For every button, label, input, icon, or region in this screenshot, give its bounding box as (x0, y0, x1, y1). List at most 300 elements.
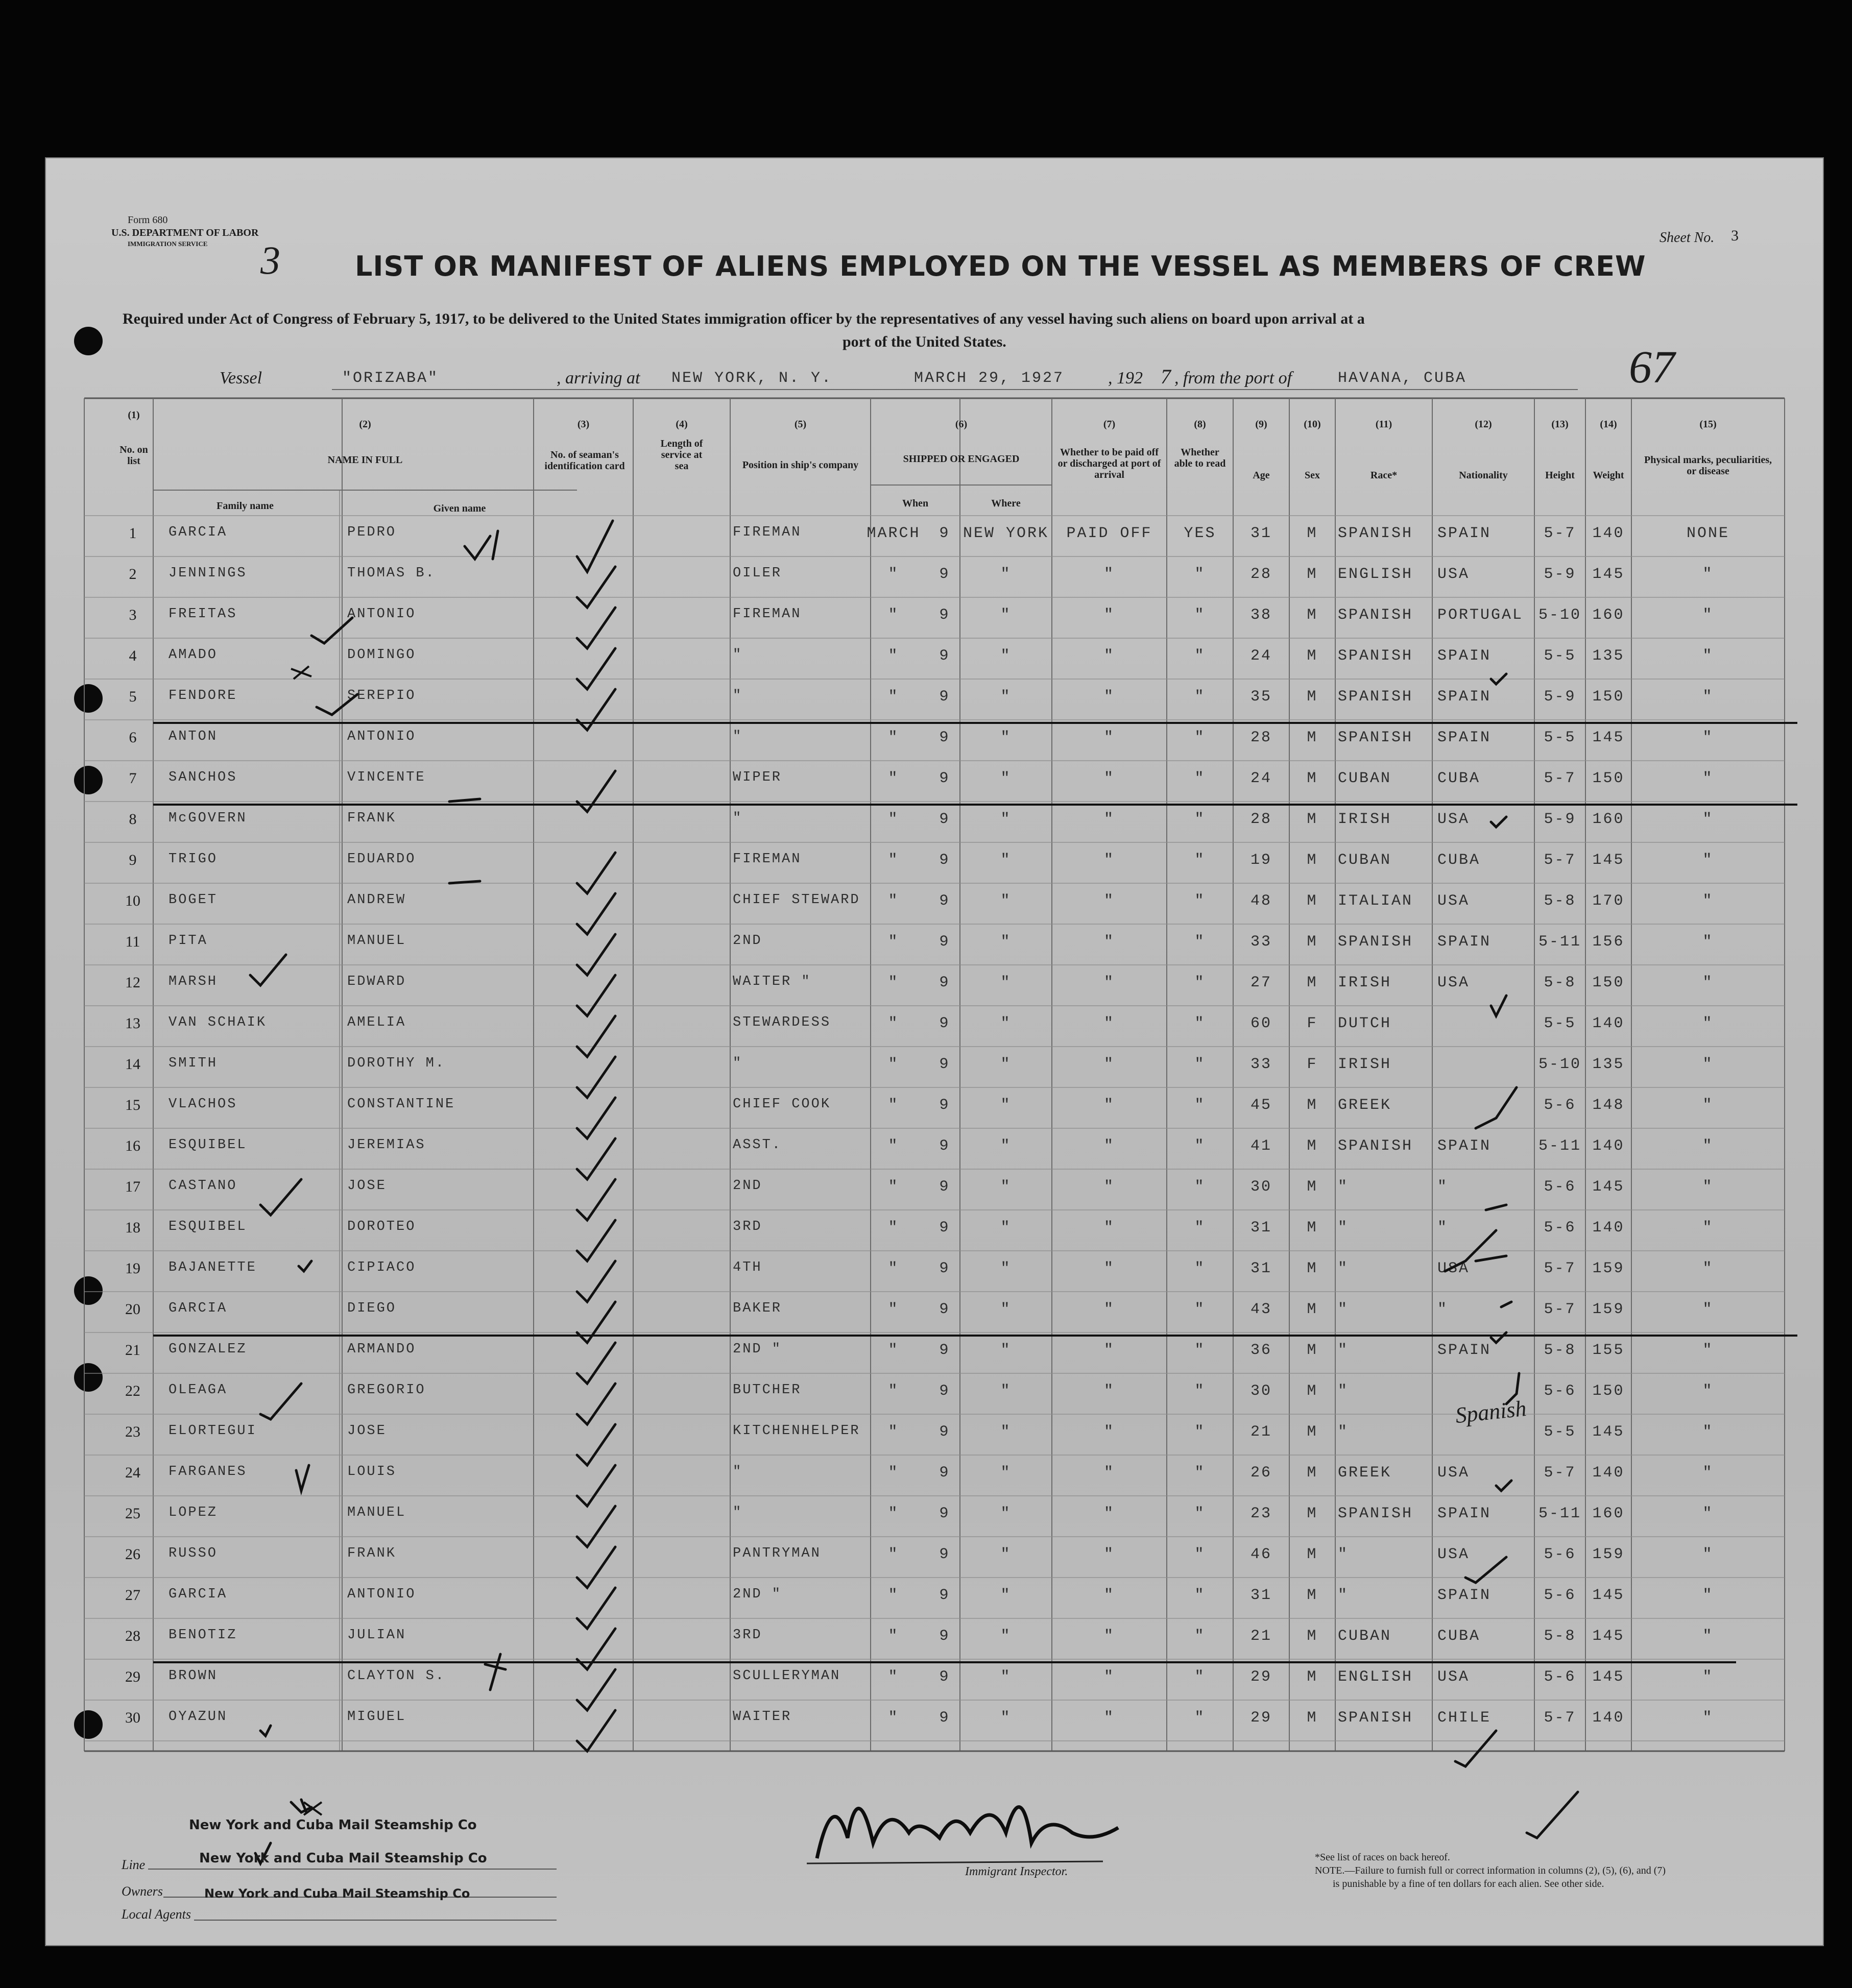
cell-weight: 170 (1592, 892, 1625, 910)
cell-read: " (1194, 1383, 1206, 1400)
owners-label: Owners (122, 1884, 163, 1899)
cell-position: " (733, 1056, 743, 1071)
cell-paid: " (1103, 1587, 1115, 1604)
cell-when: " (888, 1668, 899, 1686)
cell-read: " (1194, 1668, 1206, 1686)
cell-height: 5-6 (1544, 1668, 1576, 1686)
cell-position: WAITER " (733, 974, 811, 989)
cell-paid: " (1103, 892, 1115, 910)
cell-paid: " (1103, 607, 1115, 624)
cell-sex: F (1307, 1015, 1318, 1032)
cell-read: " (1194, 933, 1206, 951)
cell-marks: " (1702, 933, 1714, 951)
cell-marks: NONE (1686, 525, 1729, 542)
cell-paid: " (1103, 1423, 1115, 1441)
cell-weight: 150 (1592, 688, 1625, 706)
cell-when: " (888, 892, 899, 910)
cell-height: 5-8 (1544, 892, 1576, 910)
line-value: New York and Cuba Mail Steamship Co (189, 1817, 477, 1833)
cell-race: " (1338, 1546, 1349, 1563)
inspector-label: Immigrant Inspector. (965, 1865, 1068, 1878)
col-shipped-header: SHIPPED OR ENGAGED (903, 453, 1020, 465)
cell-day: 9 (939, 1301, 950, 1318)
cell-no: 2 (129, 566, 137, 583)
cell-weight: 145 (1592, 1587, 1625, 1604)
cell-sex: M (1307, 1505, 1318, 1522)
cell-nat: CUBA (1437, 1628, 1481, 1645)
cell-nat: USA (1437, 566, 1470, 583)
cell-when: " (888, 1178, 899, 1196)
cell-height: 5-7 (1544, 770, 1576, 787)
cell-when: " (888, 1628, 899, 1645)
page-mark-67: 67 (1629, 342, 1675, 393)
cell-nat: USA (1437, 811, 1470, 828)
cell-when: " (888, 1505, 899, 1522)
cell-position: " (733, 688, 743, 704)
cell-no: 26 (125, 1546, 140, 1563)
cell-age: 27 (1250, 974, 1272, 991)
cell-position: FIREMAN (733, 852, 802, 867)
cell-height: 5-8 (1544, 974, 1576, 991)
cell-given: CLAYTON S. (347, 1668, 446, 1684)
cell-race: SPANISH (1338, 647, 1413, 665)
cell-given: JOSE (347, 1423, 387, 1439)
cell-marks: " (1702, 1709, 1714, 1727)
cell-position: 2ND " (733, 1587, 782, 1602)
col-service-header: Length of service at sea (660, 438, 703, 472)
cell-sex: M (1307, 1546, 1318, 1563)
cell-position: 3RD (733, 1219, 762, 1234)
cell-marks: " (1702, 974, 1714, 991)
cell-race: ITALIAN (1338, 892, 1413, 910)
cell-given: MANUEL (347, 933, 406, 949)
cell-marks: " (1702, 1056, 1714, 1073)
cell-day: 9 (939, 933, 950, 951)
cell-family: JENNINGS (169, 566, 247, 581)
cell-no: 8 (129, 811, 137, 828)
form-number: Form 680 (128, 214, 168, 226)
cell-paid: " (1103, 1709, 1115, 1727)
cell-given: EDWARD (347, 974, 406, 989)
line-label: Line (122, 1857, 146, 1872)
cell-position: CHIEF STEWARD (733, 892, 860, 908)
cell-where: " (1000, 1628, 1012, 1645)
cell-sex: M (1307, 688, 1318, 706)
col-weight-number: (14) (1600, 419, 1617, 430)
cell-read: " (1194, 1097, 1206, 1114)
cell-sex: M (1307, 974, 1318, 991)
cell-race: CUBAN (1338, 770, 1392, 787)
cell-nat: USA (1437, 1260, 1470, 1277)
cell-no: 16 (125, 1137, 140, 1154)
cell-no: 5 (129, 688, 137, 705)
cell-where: " (1000, 566, 1012, 583)
cell-age: 45 (1250, 1097, 1272, 1114)
cell-family: GARCIA (169, 1587, 228, 1602)
cell-sex: M (1307, 1668, 1318, 1686)
cell-height: 5-6 (1544, 1178, 1576, 1196)
cell-read: " (1194, 852, 1206, 869)
cell-marks: " (1702, 1137, 1714, 1155)
cell-nat: SPAIN (1437, 688, 1492, 706)
cell-position: WAITER (733, 1709, 792, 1725)
cell-age: 35 (1250, 688, 1272, 706)
cell-where: " (1000, 607, 1012, 624)
cell-family: AMADO (169, 647, 218, 663)
penalty-note-1: NOTE.—Failure to furnish full or correct information in columns (2), (5), (6), and (7) (1315, 1865, 1666, 1876)
cell-read: " (1194, 892, 1206, 910)
cell-marks: " (1702, 1260, 1714, 1277)
cell-nat: SPAIN (1437, 1137, 1492, 1155)
cell-position: WIPER (733, 770, 782, 785)
cell-paid: " (1103, 1546, 1115, 1563)
cell-when: " (888, 1709, 899, 1727)
cell-day: 9 (939, 1260, 950, 1277)
cell-position: KITCHENHELPER (733, 1423, 860, 1439)
cell-position: SCULLERYMAN (733, 1668, 841, 1684)
cell-weight: 160 (1592, 607, 1625, 624)
cell-age: 28 (1250, 566, 1272, 583)
cell-no: 14 (125, 1056, 140, 1073)
owners-value: New York and Cuba Mail Steamship Co (199, 1851, 487, 1866)
cell-age: 33 (1250, 933, 1272, 951)
cell-weight: 140 (1592, 1219, 1625, 1237)
cell-marks: " (1702, 1301, 1714, 1318)
cell-nat: " (1437, 1178, 1449, 1196)
col-paid-number: (7) (1103, 419, 1116, 430)
cell-read: " (1194, 1015, 1206, 1032)
cell-race: DUTCH (1338, 1015, 1392, 1032)
cell-no: 15 (125, 1097, 140, 1113)
cell-where: " (1000, 1342, 1012, 1359)
cell-position: 3RD (733, 1628, 762, 1643)
col-marks-number: (15) (1699, 419, 1717, 430)
cell-sex: M (1307, 1178, 1318, 1196)
cell-paid: " (1103, 1178, 1115, 1196)
cell-family: FENDORE (169, 688, 237, 704)
cell-when: " (888, 811, 899, 828)
cell-day: 9 (939, 1587, 950, 1604)
cell-read: " (1194, 1137, 1206, 1155)
cell-when: " (888, 1342, 899, 1359)
cell-position: ASST. (733, 1137, 782, 1153)
col-idcard-number: (3) (577, 419, 590, 430)
cell-given: VINCENTE (347, 770, 426, 785)
vessel-label: Vessel (220, 369, 262, 387)
vessel-name: "ORIZABA" (342, 370, 439, 387)
cell-nat: " (1437, 1219, 1449, 1237)
cell-marks: " (1702, 729, 1714, 746)
cell-age: 24 (1250, 647, 1272, 665)
cell-family: FREITAS (169, 607, 237, 622)
cell-weight: 135 (1592, 1056, 1625, 1073)
cell-race: SPANISH (1338, 525, 1413, 542)
cell-when: " (888, 1301, 899, 1318)
manifest-subtitle: Required under Act of Congress of February 5, 1917, to be delivered to the United States immigration officer by the representatives of any vessel having such aliens on board upon arrival at a (123, 310, 1365, 327)
cell-position: 2ND (733, 1178, 762, 1194)
cell-marks: " (1702, 811, 1714, 828)
cell-given: DOMINGO (347, 647, 416, 663)
cell-given: JOSE (347, 1178, 387, 1194)
manifest-subtitle-2: port of the United States. (843, 333, 1006, 350)
cell-day: 9 (939, 811, 950, 828)
cell-race: GREEK (1338, 1464, 1392, 1482)
agents-underline (194, 1920, 557, 1921)
cell-race: SPANISH (1338, 1505, 1413, 1522)
cell-when: " (888, 1383, 899, 1400)
cell-when: " (888, 1546, 899, 1563)
col-weight-header: Weight (1593, 470, 1624, 481)
cell-day: 9 (939, 647, 950, 665)
cell-given: DOROTEO (347, 1219, 416, 1234)
cell-sex: M (1307, 1342, 1318, 1359)
cell-age: 28 (1250, 729, 1272, 746)
cell-when: " (888, 1423, 899, 1441)
cell-paid: " (1103, 688, 1115, 706)
cell-paid: " (1103, 647, 1115, 665)
cell-nat: SPAIN (1437, 525, 1492, 542)
cell-marks: " (1702, 852, 1714, 869)
cell-weight: 140 (1592, 1015, 1625, 1032)
cell-race: " (1338, 1342, 1349, 1359)
cell-position: OILER (733, 566, 782, 581)
cell-height: 5-7 (1544, 525, 1576, 542)
cell-no: 22 (125, 1383, 140, 1399)
col-nationality-header: Nationality (1459, 470, 1508, 481)
cell-read: " (1194, 1301, 1206, 1318)
cell-race: ENGLISH (1338, 1668, 1413, 1686)
cell-paid: " (1103, 974, 1115, 991)
cell-given: FRANK (347, 811, 397, 826)
cell-where: " (1000, 933, 1012, 951)
cell-when: " (888, 688, 899, 706)
cell-position: 2ND (733, 933, 762, 949)
cell-day: 9 (939, 1383, 950, 1400)
cell-read: " (1194, 1260, 1206, 1277)
cell-family: ESQUIBEL (169, 1219, 247, 1234)
cell-nat: USA (1437, 1668, 1470, 1686)
cell-race: " (1338, 1587, 1349, 1604)
cell-sex: M (1307, 1628, 1318, 1645)
cell-given: EDUARDO (347, 852, 416, 867)
cell-no: 27 (125, 1587, 140, 1604)
cell-age: 43 (1250, 1301, 1272, 1318)
cell-sex: M (1307, 852, 1318, 869)
cell-day: 9 (939, 1342, 950, 1359)
cell-height: 5-11 (1538, 933, 1581, 951)
cell-family: SANCHOS (169, 770, 237, 785)
cell-race: IRISH (1338, 1056, 1392, 1073)
cell-read: " (1194, 1628, 1206, 1645)
cell-family: PITA (169, 933, 208, 949)
cell-where: " (1000, 852, 1012, 869)
cell-day: 9 (939, 1015, 950, 1032)
col-idcard-header: No. of seaman's identification card (544, 449, 625, 472)
cell-age: 36 (1250, 1342, 1272, 1359)
col-race-header: Race* (1370, 470, 1398, 481)
cell-marks: " (1702, 688, 1714, 706)
cell-read: " (1194, 1178, 1206, 1196)
cell-height: 5-6 (1544, 1546, 1576, 1563)
col-height-number: (13) (1551, 419, 1569, 430)
cell-marks: " (1702, 1383, 1714, 1400)
cell-given: ANTONIO (347, 1587, 416, 1602)
col-position-header: Position in ship's company (742, 459, 859, 471)
cell-position: PANTRYMAN (733, 1546, 821, 1561)
cell-nat: CHILE (1437, 1709, 1492, 1727)
cell-no: 20 (125, 1301, 140, 1318)
col-sex-number: (10) (1304, 419, 1321, 430)
cell-sex: M (1307, 1709, 1318, 1727)
cell-day: 9 (939, 525, 950, 542)
cell-height: 5-5 (1544, 729, 1576, 746)
cell-sex: M (1307, 1137, 1318, 1155)
cell-no: 1 (129, 525, 137, 542)
cell-read: " (1194, 1056, 1206, 1073)
col-nationality-number: (12) (1475, 419, 1492, 430)
cell-nat: " (1437, 1301, 1449, 1318)
cell-nat: USA (1437, 974, 1470, 991)
cell-day: 9 (939, 688, 950, 706)
penalty-note-2: is punishable by a fine of ten dollars for each alien. See other side. (1333, 1878, 1604, 1889)
cell-height: 5-8 (1544, 1342, 1576, 1359)
cell-paid: " (1103, 1137, 1115, 1155)
cell-given: CONSTANTINE (347, 1097, 455, 1112)
cell-given: AMELIA (347, 1015, 406, 1030)
cell-race: CUBAN (1338, 1628, 1392, 1645)
cell-family: GARCIA (169, 525, 228, 540)
cell-paid: " (1103, 1505, 1115, 1522)
cell-sex: M (1307, 729, 1318, 746)
cell-when: " (888, 607, 899, 624)
cell-where: " (1000, 1260, 1012, 1277)
cell-race: " (1338, 1260, 1349, 1277)
arriving-label: , arriving at (557, 369, 640, 387)
cell-day: 9 (939, 1628, 950, 1645)
cell-family: ESQUIBEL (169, 1137, 247, 1153)
cell-height: 5-7 (1544, 1709, 1576, 1727)
cell-position: 2ND " (733, 1342, 782, 1357)
cell-day: 9 (939, 1709, 950, 1727)
cell-height: 5-9 (1544, 811, 1576, 828)
local-agents-value: New York and Cuba Mail Steamship Co (204, 1886, 470, 1901)
cell-family: VAN SCHAIK (169, 1015, 267, 1030)
cell-weight: 160 (1592, 811, 1625, 828)
cell-marks: " (1702, 1342, 1714, 1359)
cell-where: " (1000, 1668, 1012, 1686)
cell-read: " (1194, 1587, 1206, 1604)
cell-position: " (733, 647, 743, 663)
cell-weight: 145 (1592, 1628, 1625, 1645)
cell-where: " (1000, 647, 1012, 665)
col-paid-header: Whether to be paid off or discharged at port of arrival (1057, 447, 1161, 480)
cell-weight: 159 (1592, 1301, 1625, 1318)
cell-race: " (1338, 1178, 1349, 1196)
cell-sex: M (1307, 647, 1318, 665)
cell-weight: 140 (1592, 525, 1625, 542)
cell-age: 31 (1250, 1587, 1272, 1604)
cell-sex: M (1307, 1097, 1318, 1114)
cell-position: BAKER (733, 1301, 782, 1316)
cell-race: " (1338, 1219, 1349, 1237)
cell-weight: 145 (1592, 852, 1625, 869)
cell-no: 6 (129, 729, 137, 746)
cell-weight: 150 (1592, 770, 1625, 787)
cell-age: 46 (1250, 1546, 1272, 1563)
cell-given: DOROTHY M. (347, 1056, 446, 1071)
cell-paid: " (1103, 1383, 1115, 1400)
cell-no: 19 (125, 1260, 140, 1277)
cell-race: SPANISH (1338, 729, 1413, 746)
cell-day: 9 (939, 892, 950, 910)
col-marks-header: Physical marks, peculiarities, or disease (1644, 454, 1772, 477)
cell-race: IRISH (1338, 974, 1392, 991)
cell-day: 9 (939, 1464, 950, 1482)
cell-height: 5-5 (1544, 1423, 1576, 1441)
cell-given: JEREMIAS (347, 1137, 426, 1153)
cell-when: " (888, 974, 899, 991)
cell-nat: SPAIN (1437, 647, 1492, 665)
cell-where: " (1000, 1219, 1012, 1237)
col-name-number: (2) (359, 419, 371, 430)
cell-no: 9 (129, 852, 137, 868)
cell-day: 9 (939, 770, 950, 787)
cell-read: " (1194, 770, 1206, 787)
cell-sex: M (1307, 607, 1318, 624)
cell-given: CIPIACO (347, 1260, 416, 1275)
cell-sex: M (1307, 1219, 1318, 1237)
cell-position: CHIEF COOK (733, 1097, 831, 1112)
cell-where: " (1000, 688, 1012, 706)
cell-when: " (888, 647, 899, 665)
cell-height: 5-6 (1544, 1587, 1576, 1604)
cell-family: BENOTIZ (169, 1628, 237, 1643)
service-name: IMMIGRATION SERVICE (128, 240, 208, 248)
cell-marks: " (1702, 1628, 1714, 1645)
cell-given: MIGUEL (347, 1709, 406, 1725)
cell-age: 19 (1250, 852, 1272, 869)
cell-weight: 160 (1592, 1505, 1625, 1522)
cell-nat: USA (1437, 892, 1470, 910)
cell-sex: M (1307, 770, 1318, 787)
cell-height: 5-5 (1544, 1015, 1576, 1032)
cell-age: 26 (1250, 1464, 1272, 1482)
cell-nat: PORTUGAL (1437, 607, 1524, 624)
cell-marks: " (1702, 1178, 1714, 1196)
cell-read: " (1194, 974, 1206, 991)
cell-weight: 145 (1592, 1423, 1625, 1441)
cell-position: " (733, 811, 743, 826)
cell-no: 10 (125, 892, 140, 909)
cell-family: BROWN (169, 1668, 218, 1684)
department-name: U.S. DEPARTMENT OF LABOR (111, 227, 259, 238)
col-service-number: (4) (676, 419, 688, 430)
cell-day: 9 (939, 1097, 950, 1114)
cell-paid: " (1103, 811, 1115, 828)
cell-weight: 135 (1592, 647, 1625, 665)
cell-race: SPANISH (1338, 1137, 1413, 1155)
sheet-label: Sheet No. (1659, 230, 1715, 246)
cell-position: " (733, 1505, 743, 1520)
cell-race: " (1338, 1423, 1349, 1441)
cell-marks: " (1702, 1219, 1714, 1237)
cell-position: FIREMAN (733, 607, 802, 622)
cell-nat: SPAIN (1437, 1505, 1492, 1522)
cell-weight: 148 (1592, 1097, 1625, 1114)
col-given-header: Given name (433, 503, 486, 514)
cell-when: " (888, 1587, 899, 1604)
cell-nat: SPAIN (1437, 1587, 1492, 1604)
